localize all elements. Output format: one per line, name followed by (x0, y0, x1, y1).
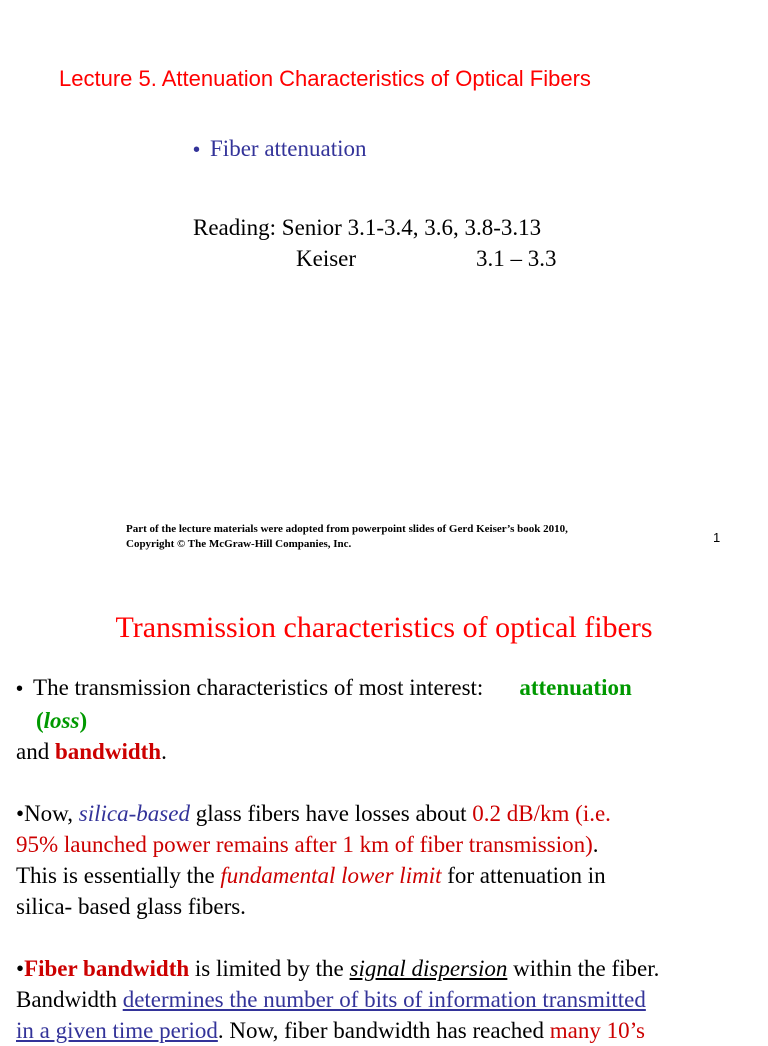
signal-dispersion-term: signal dispersion (349, 956, 508, 981)
reading-line-senior: Reading: Senior 3.1-3.4, 3.6, 3.8-3.13 (193, 215, 542, 240)
text: is limited by the (189, 956, 350, 981)
paren: ) (79, 708, 88, 733)
bandwidth-term: bandwidth (54, 739, 162, 764)
bullet-symbol: • (16, 956, 25, 981)
bullet-symbol: • (193, 139, 201, 161)
text: The transmission characteristics of most interest: (33, 675, 484, 700)
bullet-symbol: • (16, 801, 25, 826)
text: Bandwidth (16, 987, 123, 1012)
bullet-fiber-attenuation (193, 136, 367, 162)
paragraph-3-line-2 (16, 984, 756, 1015)
text: This is essentially the (16, 863, 221, 888)
paragraph-2-line-4: silica- based glass fibers. (16, 894, 246, 919)
paragraph-1-line-1 (16, 672, 756, 705)
text: and (16, 739, 55, 764)
text: within the fiber. (507, 956, 660, 981)
text: glass fibers have losses about (189, 801, 473, 826)
fiber-bandwidth-term: Fiber bandwidth (24, 956, 190, 981)
fundamental-limit-term: fundamental lower limit (220, 863, 442, 888)
paragraph-2-line-3 (16, 860, 756, 891)
paren: ( (36, 708, 44, 733)
bullet-text: Fiber attenuation (210, 136, 367, 161)
text: Now, (24, 801, 79, 826)
loss-explanation: 95% launched power remains after 1 km of fiber transmission) (16, 832, 593, 857)
loss-term: loss (43, 708, 80, 733)
footnote-line-2: Copyright © The McGraw-Hill Companies, Inc. (126, 538, 352, 550)
attenuation-term: attenuation (519, 675, 632, 700)
bullet-symbol: • (16, 678, 24, 700)
paragraph-3-line-1 (16, 953, 756, 984)
text: . Now, fiber bandwidth has reached (217, 1018, 550, 1043)
page-number: 1 (713, 530, 721, 545)
text: . (592, 832, 599, 857)
paragraph-3-line-3 (16, 1015, 756, 1046)
slide2-title: Transmission characteristics of optical fibers (115, 611, 653, 644)
loss-value: 0.2 dB/km (i.e. (472, 801, 611, 826)
footnote-line-1: Part of the lecture materials were adopted from powerpoint slides of Gerd Keiser’s book 2010, (126, 523, 568, 535)
paragraph-2-line-1 (16, 798, 756, 829)
paragraph-2-line-2 (16, 829, 756, 860)
paragraph-1-line-3 (16, 736, 756, 767)
many-10s: many 10’s (549, 1018, 645, 1043)
bandwidth-definition-link-cont[interactable]: in a given time period (16, 1018, 218, 1043)
slide2-body (16, 672, 756, 1046)
text: for attenuation in (441, 863, 606, 888)
reading-author: Keiser (296, 246, 357, 271)
slide1-title: Lecture 5. Attenuation Characteristics of Optical Fibers (59, 66, 591, 91)
silica-based-term: silica-based (78, 801, 190, 826)
text: . (161, 739, 167, 764)
paragraph-1-line-2 (16, 705, 756, 736)
reading-range: 3.1 – 3.3 (476, 246, 557, 271)
reading-line-keiser (296, 246, 557, 272)
bandwidth-definition-link[interactable]: determines the number of bits of information transmitted (122, 987, 646, 1012)
footnote (126, 522, 568, 552)
